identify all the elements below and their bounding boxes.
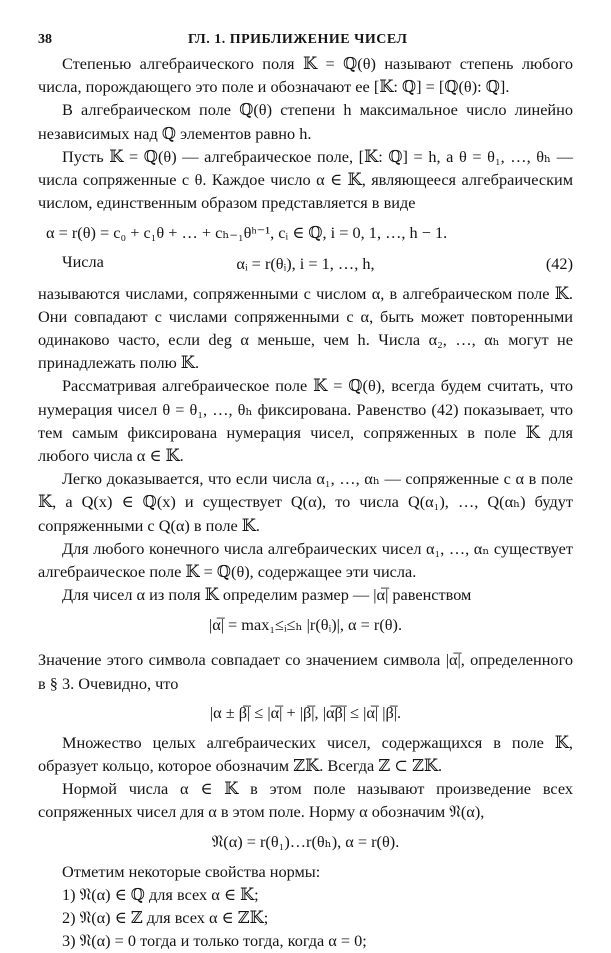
- paragraph-integer-ring: Множество целых алгебраических чисел, содержащихся в поле 𝕂, образует кольцо, которое обозначим ℤ𝕂. Всегда ℤ ⊂ ℤ𝕂.: [38, 732, 573, 776]
- norm-property-item: 3) 𝔑(α) = 0 тогда и только тогда, когда α = 0;: [62, 931, 367, 951]
- paragraph-field-setup: Пусть 𝕂 = ℚ(θ) — алгебраическое поле, [𝕂: ℚ] = h, а θ = θ₁, …, θₕ — числа сопряженные с θ. Каждое число α ∈ 𝕂, являющееся алгебраическим числом, единственным образом представляется в виде: [38, 146, 573, 213]
- paragraph-norm-properties-intro: Отметим некоторые свойства нормы:: [62, 861, 321, 881]
- formula-norm: [38, 824, 573, 860]
- norm-property-item: 1) 𝔑(α) ∈ ℚ для всех α ∈ 𝕂;: [62, 884, 259, 904]
- page-number: 38: [38, 32, 52, 47]
- formula-conjugates: [38, 246, 573, 282]
- formula-size-text: |α̅| = max₁≤ᵢ≤ₕ |r(θᵢ)|, α = r(θ).: [208, 614, 403, 634]
- paragraph-finite-set: Для любого конечного числа алгебраических чисел α₁, …, αₙ существует алгебраическое поле 𝕂 = ℚ(θ), содержащее эти числа.: [38, 538, 573, 582]
- paragraph-numbering: Рассматривая алгебраическое поле 𝕂 = ℚ(θ), всегда будем считать, что нумерация чисел θ = θ₁, …, θₕ фиксирована. Равенство (42) показывает, что тем самым фиксирована нумерация чисел, сопряженных в поле 𝕂 для любого числа α ∈ 𝕂.: [38, 376, 573, 466]
- running-head: ГЛ. 1. ПРИБЛИЖЕНИЕ ЧИСЕЛ: [188, 32, 408, 47]
- norm-properties-list: [38, 883, 573, 953]
- formula-norm-text: 𝔑(α) = r(θ₁)…r(θₕ), α = r(θ).: [211, 832, 400, 852]
- formula-size-properties: [38, 695, 573, 731]
- paragraph-degree-definition: Степенью алгебраического поля 𝕂 = ℚ(θ) называют степень любого числа, порождающего это поле и обозначают ее [𝕂: ℚ] = [ℚ(θ): ℚ].: [38, 54, 573, 97]
- page-header: [38, 26, 573, 52]
- paragraph-polynomial-conjugates: Легко доказывается, что если числа α₁, …, αₕ — сопряженные с α в поле 𝕂, а Q(x) ∈ ℚ(x) и существует Q(α), то числа Q(α₁), …, Q(αₕ) будут сопряженными с Q(α) в поле 𝕂.: [38, 469, 573, 535]
- paragraph-numbers: Числа: [62, 252, 104, 272]
- paragraph-linear-independence: В алгебраическом поле ℚ(θ) степени h максимальное число линейно независимых над ℚ элементов равно h.: [38, 100, 573, 143]
- norm-property-item: 2) 𝔑(α) ∈ ℤ для всех α ∈ ℤ𝕂;: [62, 908, 269, 928]
- formula-size: [38, 606, 573, 642]
- formula-size-properties-text: |α ± β̅| ≤ |α̅| + |β̅|, |α̅β̅| ≤ |α̅| |β̅|.: [209, 703, 402, 723]
- paragraph-size-definition: Для чисел α из поля 𝕂 определим размер — |α̅| равенством: [62, 585, 472, 605]
- formula-representation-text: α = r(θ) = c₀ + c₁θ + … + cₕ₋₁θʰ⁻¹, cᵢ ∈ ℚ, i = 0, 1, …, h − 1.: [46, 222, 448, 242]
- paragraph-conjugates-definition: называются числами, сопряженными с числом α, в алгебраическом поле 𝕂. Они совпадают с числами сопряженными с α, быть может повторенными одинаково часто, если deg α меньше, чем h. Числа α₂, …, αₕ могут не принадлежать полю 𝕂.: [38, 283, 573, 373]
- equation-number: (42): [545, 254, 573, 274]
- book-page: [38, 26, 573, 953]
- paragraph-norm-definition: Нормой числа α ∈ 𝕂 в этом поле называют произведение всех сопряженных чисел для α в этом поле. Норму α обозначим 𝔑(α),: [38, 779, 573, 822]
- paragraph-size-coincides: Значение этого символа совпадает со значением символа |α̅|, определенного в § 3. Очевидно, что: [38, 650, 573, 693]
- formula-conjugates-text: αᵢ = r(θᵢ), i = 1, …, h,: [236, 254, 375, 274]
